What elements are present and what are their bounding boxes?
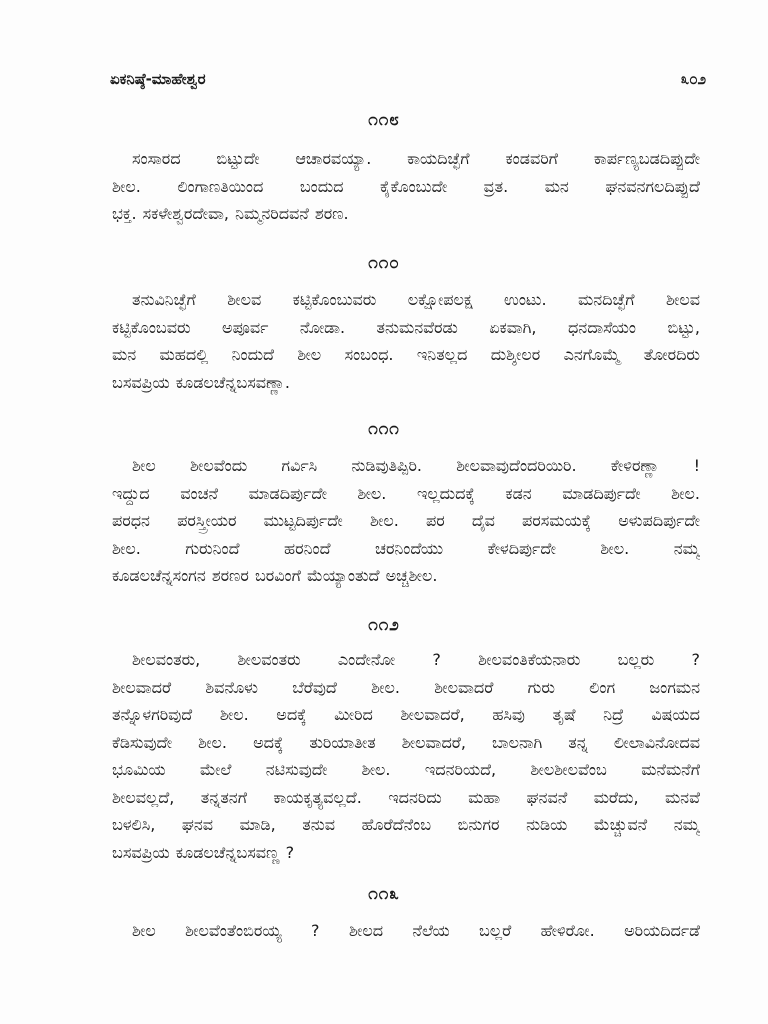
text-line: ಬಸವಪ್ರಿಯ ಕೂಡಲಚೆನ್ನಬಸವಣ್ಣ ? (112, 842, 295, 862)
vachana-number: ೧೧೨ (368, 615, 400, 635)
vachana-number: ೧೧೦ (368, 253, 400, 273)
text-line: ಬಸವಪ್ರಿಯ ಕೂಡಲಚೆನ್ನಬಸವಣ್ಣಾ. (112, 372, 290, 392)
vachana-text (112, 646, 700, 866)
text-line: ಕಟ್ಟಿಕೊಂಬವರು ಅಪೂರ್ವ ನೋಡಾ. ತನುಮನವೆರಡು ಏಕವಾಗಿ, ಧನದಾಸೆಯಂ ಬಿಟ್ಟು, (112, 317, 700, 337)
text-line: ಪರಧನ ಪರಸ್ತ್ರೀಯರ ಮುಟ್ಟದಿರ್ಪುದೇ ಶೀಲ. ಪರ ದೈವ ಪರಸಮಯಕ್ಕೆ ಅಳುಪದಿರ್ಪುದೇ (112, 511, 700, 530)
text-line: ಶೀಲವಲ್ಲದೆ, ತನ್ನತನಗೆ ಕಾಯಕೃತ್ಯವಲ್ಲದೆ. ಇದನರಿದು ಮಹಾ ಘನವನೆ ಮರೆದು, ಮನವೆ (112, 787, 700, 807)
running-header (110, 64, 706, 94)
text-line: ಶೀಲ ಶೀಲವೆಂದು ಗರ್ವಿಸಿ ನುಡಿವುತಿಪ್ಪಿರಿ. ಶೀಲವಾವುದೆಂದರಿಯಿರಿ. ಕೇಳಿರಣ್ಣಾ ! (132, 456, 700, 475)
text-line: ಕೂಡಲಚೆನ್ನಸಂಗನ ಶರಣರ ಬರವಿಂಗೆ ಮೆಯ್ಯಾಂತುದೆ ಅಚ್ಚಶೀಲ. (112, 566, 438, 585)
page-number: ೩೦೨ (680, 70, 706, 88)
text-line: ಶೀಲವಂತರು, ಶೀಲವಂತರು ಎಂದೇನೋ ? ಶೀಲವಂತಿಕೆಯನಾರು ಬಲ್ಲರು ? (132, 650, 700, 669)
text-line: ಕೆಡಿಸುವುದೇ ಶೀಲ. ಅದಕ್ಕೆ ತುರಿಯಾತೀತ ಶೀಲವಾದರೆ, ಬಾಲನಾಗಿ ತನ್ನ ಲೀಲಾವಿನೋದವ (112, 732, 700, 752)
text-line: ಶೀಲ. ಲಿಂಗಾಣತಿಯಿಂದ ಬಂದುದ ಕೈಕೊಂಬುದೇ ವ್ರತ. ಮನ ಘನವನಗಲದಿಪ್ಪುದೆ (112, 176, 700, 196)
vachana-text (112, 917, 700, 945)
text-line: ಶೀಲ ಶೀಲವೆಂತೆಂಬಿರಯ್ಯ ? ಶೀಲದ ನೆಲೆಯ ಬಲ್ಲರೆ ಹೇಳಿರೋ. ಅರಿಯದಿರ್ದಡೆ (132, 921, 700, 940)
running-header-title: ಏಕನಿಷ್ಠೆ-ಮಾಹೇಶ್ವರ (110, 70, 206, 88)
text-line: ಭಕ್ತ. ಸಕಳೇಶ್ವರದೇವಾ, ನಿಮ್ಮನರಿದವನೆ ಶರಣ. (112, 204, 349, 223)
vachana-text (112, 452, 700, 590)
text-line: ತನ್ನೊಳಗರಿವುದೆ ಶೀಲ. ಅದಕ್ಕೆ ಮೀರಿದ ಶೀಲವಾದರೆ, ಹಸಿವು ತೃಷೆ ನಿದ್ರೆ ವಿಷಯದ (112, 705, 700, 724)
vachana-text (112, 286, 700, 396)
text-line: ತನುವಿನಿಚ್ಛೆಗೆ ಶೀಲವ ಕಟ್ಟಿಕೊಂಬುವರು ಲಕ್ಷೋಪಲಕ್ಷ ಉಂಟು. ಮನದಿಚ್ಛೆಗೆ ಶೀಲವ (132, 290, 700, 309)
vachana-text (112, 145, 700, 228)
text-line: ಇದ್ದುದ ವಂಚನೆ ಮಾಡದಿರ್ಪುದೇ ಶೀಲ. ಇಲ್ಲದುದಕ್ಕೆ ಕಡನ ಮಾಡದಿರ್ಪುದೇ ಶೀಲ. (112, 483, 700, 503)
text-line: ಬಳಲಿಸಿ, ಘನವ ಮಾಡಿ, ತನುವ ಹೊರೆದೆನೆಂಬ ಬಿನುಗರ ನುಡಿಯ ಮೆಚ್ಚುವನೆ ನಮ್ಮ (112, 815, 700, 834)
text-line: ಶೀಲ. ಗುರುನಿಂದೆ ಹರನಿಂದೆ ಚರನಿಂದೆಯು ಕೇಳದಿರ್ಪುದೇ ಶೀಲ. ನಮ್ಮ (112, 538, 700, 558)
vachana-number: ೧೧೩ (368, 884, 400, 904)
text-line: ಶೀಲವಾದರೆ ಶಿವನೊಳು ಬೆರೆವುದೆ ಶೀಲ. ಶೀಲವಾದರೆ ಗುರು ಲಿಂಗ ಜಂಗಮನ (112, 677, 700, 697)
text-line: ಸಂಸಾರದ ಬಿಟ್ಟುದೇ ಆಚಾರವಯ್ಯಾ. ಕಾಯದಿಚ್ಛೆಗೆ ಕಂಡವರಿಗೆ ಕಾರ್ಪಣ್ಯಬಡದಿಪ್ಪುದೇ (132, 149, 700, 168)
vachana-number: ೧೧೧ (368, 419, 400, 439)
text-line: ಮನ ಮಹದಲ್ಲಿ ನಿಂದುದೆ ಶೀಲ ಸಂಬಂಧ. ಇನಿತಲ್ಲದ ದುಶ್ಶೀಲರ ಎನಗೊಮ್ಮೆ ತೋರದಿರು (112, 345, 700, 364)
text-line: ಭೂಮಿಯ ಮೇಲೆ ನಟಿಸುವುದೇ ಶೀಲ. ಇದನರಿಯದೆ, ಶೀಲಶೀಲವೆಂಬ ಮನೆಮನೆಗೆ (112, 760, 700, 779)
vachana-number: ೧೧೮ (368, 110, 400, 130)
